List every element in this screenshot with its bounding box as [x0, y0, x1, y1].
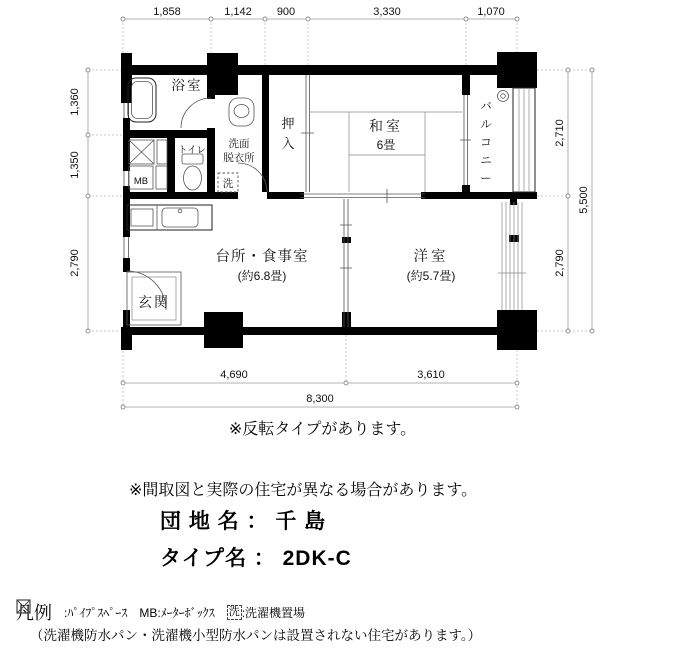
room-label-dk-size: (約6.8畳)	[237, 269, 287, 283]
room-label-entrance: 玄関	[138, 294, 170, 310]
legend-pipe-space-item	[64, 604, 127, 621]
bathtub-inner	[132, 82, 153, 119]
dim-top-5: 1,070	[477, 6, 505, 18]
room-label-washitsu-size: 6畳	[376, 138, 396, 152]
bath-door-arc	[181, 98, 211, 128]
room-label-dk: 台所・食事室	[215, 249, 309, 265]
closet-divider	[301, 75, 314, 192]
legend-note: （洗濯機防水パン・洗濯機小型防水パンは設置されない住宅があります。）	[30, 628, 482, 643]
duct-box	[157, 140, 167, 164]
washbasin	[229, 98, 254, 126]
dim-bottom-1: 4,690	[220, 369, 248, 381]
room-label-closet-2: 入	[281, 136, 295, 151]
room-label-balcony-5: ー	[480, 173, 492, 185]
room-label-balcony-3: コ	[480, 137, 492, 149]
dim-right-1: 2,710	[554, 119, 566, 147]
room-label-washroom-2: 脱衣所	[223, 152, 255, 164]
note-layout-differs: ※間取図と実際の住宅が異なる場合があります。	[129, 482, 478, 499]
room-label-bath: 浴室	[171, 78, 203, 93]
room-label-balcony-4: ニ	[480, 155, 492, 167]
dim-bottom-2: 3,610	[417, 369, 445, 381]
type-name-line: タイプ名 ： 2DK-C	[160, 547, 352, 570]
balcony-sliding-door	[460, 95, 471, 185]
room-label-balcony-2: ル	[480, 119, 492, 131]
dim-top-4: 3,330	[373, 6, 401, 18]
room-label-washroom-1: 洗面	[228, 138, 250, 150]
dim-left-3: 2,790	[69, 249, 81, 277]
balcony-drain-outer	[498, 91, 509, 102]
room-label-washitsu: 和室	[369, 118, 403, 134]
dim-top-3: 900	[276, 6, 296, 18]
legend-row	[16, 599, 305, 625]
legend-pipe-label: :ﾊﾟｲﾌﾟｽﾍﾟｰｽ	[64, 605, 128, 620]
legend-laundry-item	[227, 604, 305, 621]
danchi-name-line: 団 地 名 ： 千 島	[160, 510, 327, 533]
room-label-balcony-1: バ	[480, 101, 492, 113]
dim-right-2: 2,790	[554, 249, 566, 277]
balcony-railing-lines	[519, 88, 529, 192]
legend-laundry-label: :洗濯機置場	[241, 605, 306, 620]
kitchen-faucet	[178, 209, 182, 213]
kitchen-stove	[131, 209, 153, 226]
dim-top-2: 1,142	[224, 6, 252, 18]
windows-and-partitions	[124, 75, 535, 327]
room-label-western: 洋室	[413, 249, 449, 265]
laundry-symbol: 洗	[228, 605, 240, 618]
dim-right-total: 5,500	[578, 186, 590, 214]
fusuma-partition	[300, 189, 425, 203]
washbasin-bowl	[234, 105, 249, 118]
pipe-space-cross	[129, 140, 154, 164]
dim-left-1: 1,360	[69, 88, 81, 116]
room-label-western-size: (約5.7畳)	[406, 269, 456, 283]
walls-and-pillars	[121, 52, 537, 350]
meter-box-side	[156, 166, 167, 189]
balcony-drain-inner	[501, 94, 506, 99]
room-label-mb: MB	[133, 176, 149, 187]
dk-western-partition	[340, 199, 352, 327]
legend-heading: 凡例	[16, 603, 52, 623]
fixtures	[127, 78, 509, 325]
western-room-window	[498, 202, 526, 310]
dim-left-2: 1,350	[69, 151, 81, 179]
toilet-bowl	[184, 166, 202, 190]
legend-mb-label: MB:ﾒｰﾀｰﾎﾞｯｸｽ	[139, 605, 215, 620]
dim-top-1: 1,858	[153, 6, 181, 18]
note-reversed-type: ※反転タイプがあります。	[228, 421, 417, 438]
room-label-closet-1: 押	[281, 116, 295, 131]
pipe-space-icon	[16, 599, 31, 614]
kitchen-sink	[162, 208, 198, 227]
room-label-toilet: トイレ	[177, 145, 207, 156]
dim-bottom-total: 8,300	[306, 393, 334, 405]
room-label-laundry: 洗	[222, 178, 234, 190]
